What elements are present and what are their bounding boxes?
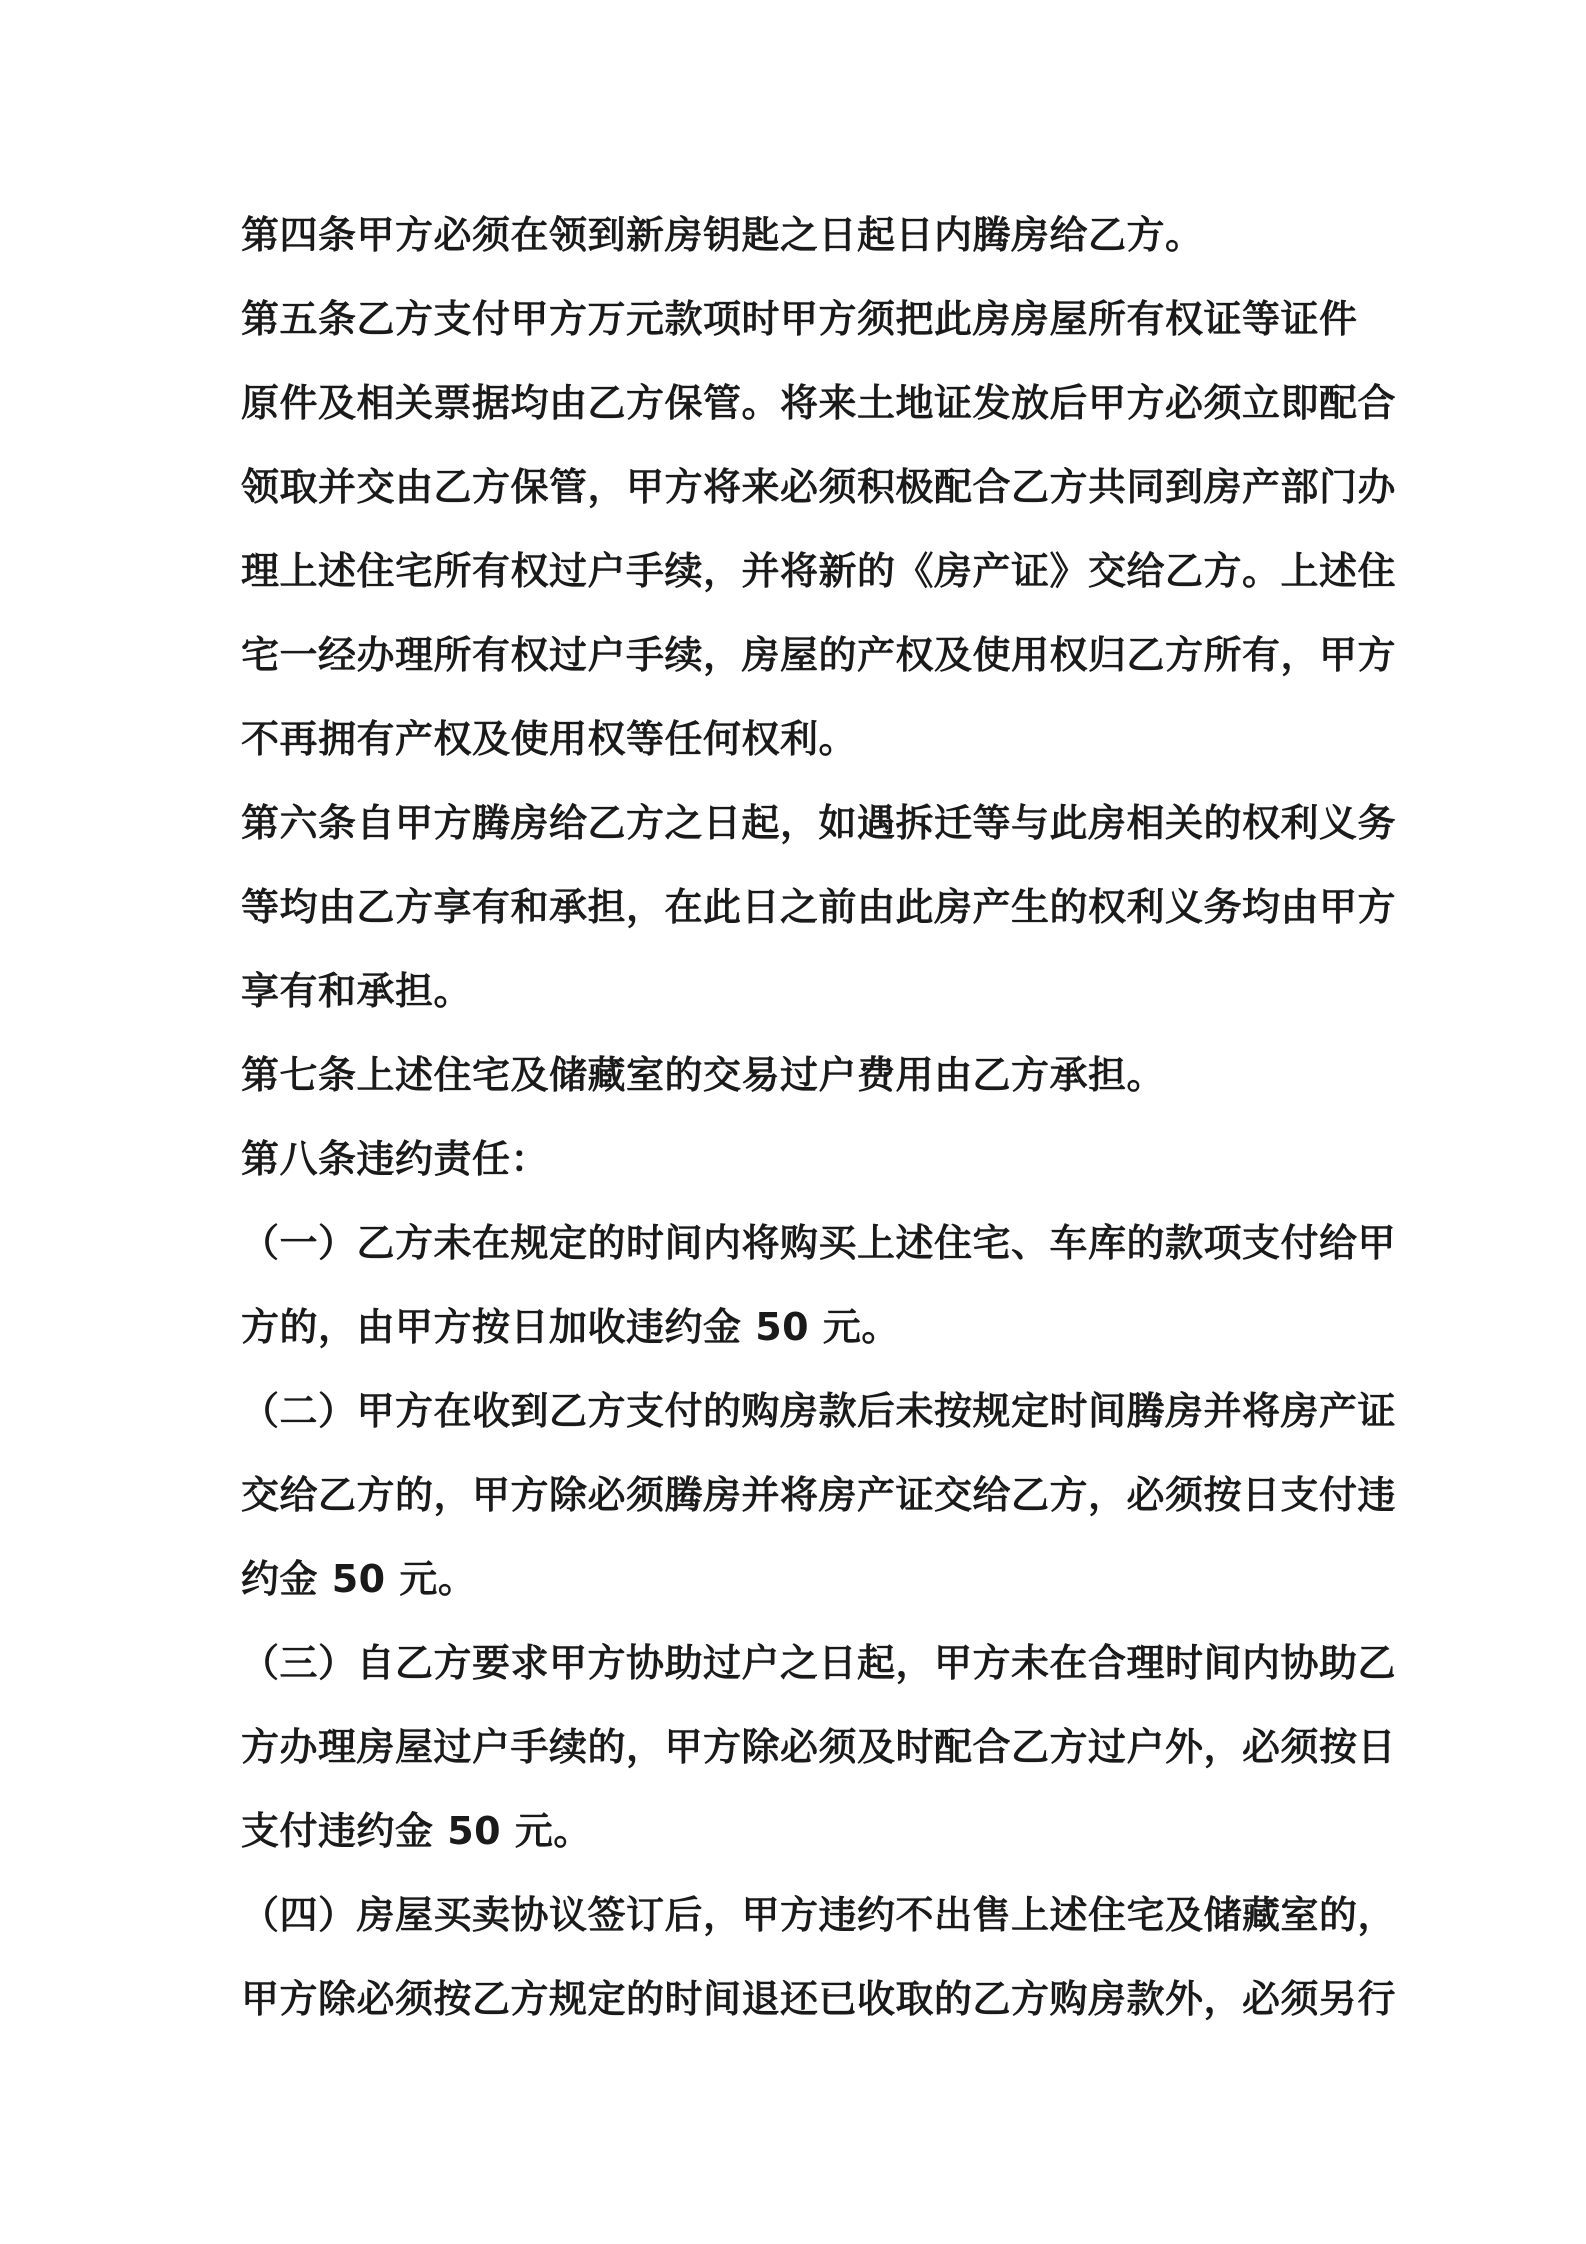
text-line: 甲方除必须按乙方规定的时间退还已收取的乙方购房款外，必须另行: [241, 1977, 1397, 2021]
text-line: 宅一经办理所有权过户手续，房屋的产权及使用权归乙方所有，甲方: [241, 633, 1397, 677]
text-line: 方办理房屋过户手续的，甲方除必须及时配合乙方过户外，必须按日: [241, 1725, 1397, 1769]
text-line: 不再拥有产权及使用权等任何权利。: [241, 717, 858, 761]
text-line: 享有和承担。: [241, 969, 473, 1013]
text-line: 领取并交由乙方保管，甲方将来必须积极配合乙方共同到房产部门办: [241, 465, 1397, 509]
text-line: 原件及相关票据均由乙方保管。将来土地证发放后甲方必须立即配合: [241, 381, 1397, 425]
text-line: 交给乙方的，甲方除必须腾房并将房产证交给乙方，必须按日支付违: [241, 1473, 1397, 1517]
text-line: 第七条上述住宅及储藏室的交易过户费用由乙方承担。: [241, 1053, 1166, 1097]
text-line: （一）乙方未在规定的时间内将购买上述住宅、车库的款项支付给甲: [241, 1221, 1397, 1265]
text-line: 第五条乙方支付甲方万元款项时甲方须把此房房屋所有权证等证件: [241, 297, 1358, 341]
text-line: 第八条违约责任：: [241, 1137, 550, 1181]
text-line: 第四条甲方必须在领到新房钥匙之日起日内腾房给乙方。: [241, 213, 1204, 257]
text-line: 支付违约金 50 元。: [241, 1809, 592, 1853]
document-body: [241, 193, 1397, 2041]
text-line: （四）房屋买卖协议签订后，甲方违约不出售上述住宅及储藏室的，: [241, 1893, 1397, 1937]
text-line: 理上述住宅所有权过户手续，并将新的《房产证》交给乙方。上述住: [241, 549, 1397, 593]
text-line: 约金 50 元。: [241, 1557, 477, 1601]
text-line: （二）甲方在收到乙方支付的购房款后未按规定时间腾房并将房产证: [241, 1389, 1397, 1433]
text-line: （三）自乙方要求甲方协助过户之日起，甲方未在合理时间内协助乙: [241, 1641, 1397, 1685]
text-line: 方的，由甲方按日加收违约金 50 元。: [241, 1305, 900, 1349]
text-line: 第六条自甲方腾房给乙方之日起，如遇拆迁等与此房相关的权利义务: [241, 801, 1397, 845]
text-line: 等均由乙方享有和承担，在此日之前由此房产生的权利义务均由甲方: [241, 885, 1397, 929]
